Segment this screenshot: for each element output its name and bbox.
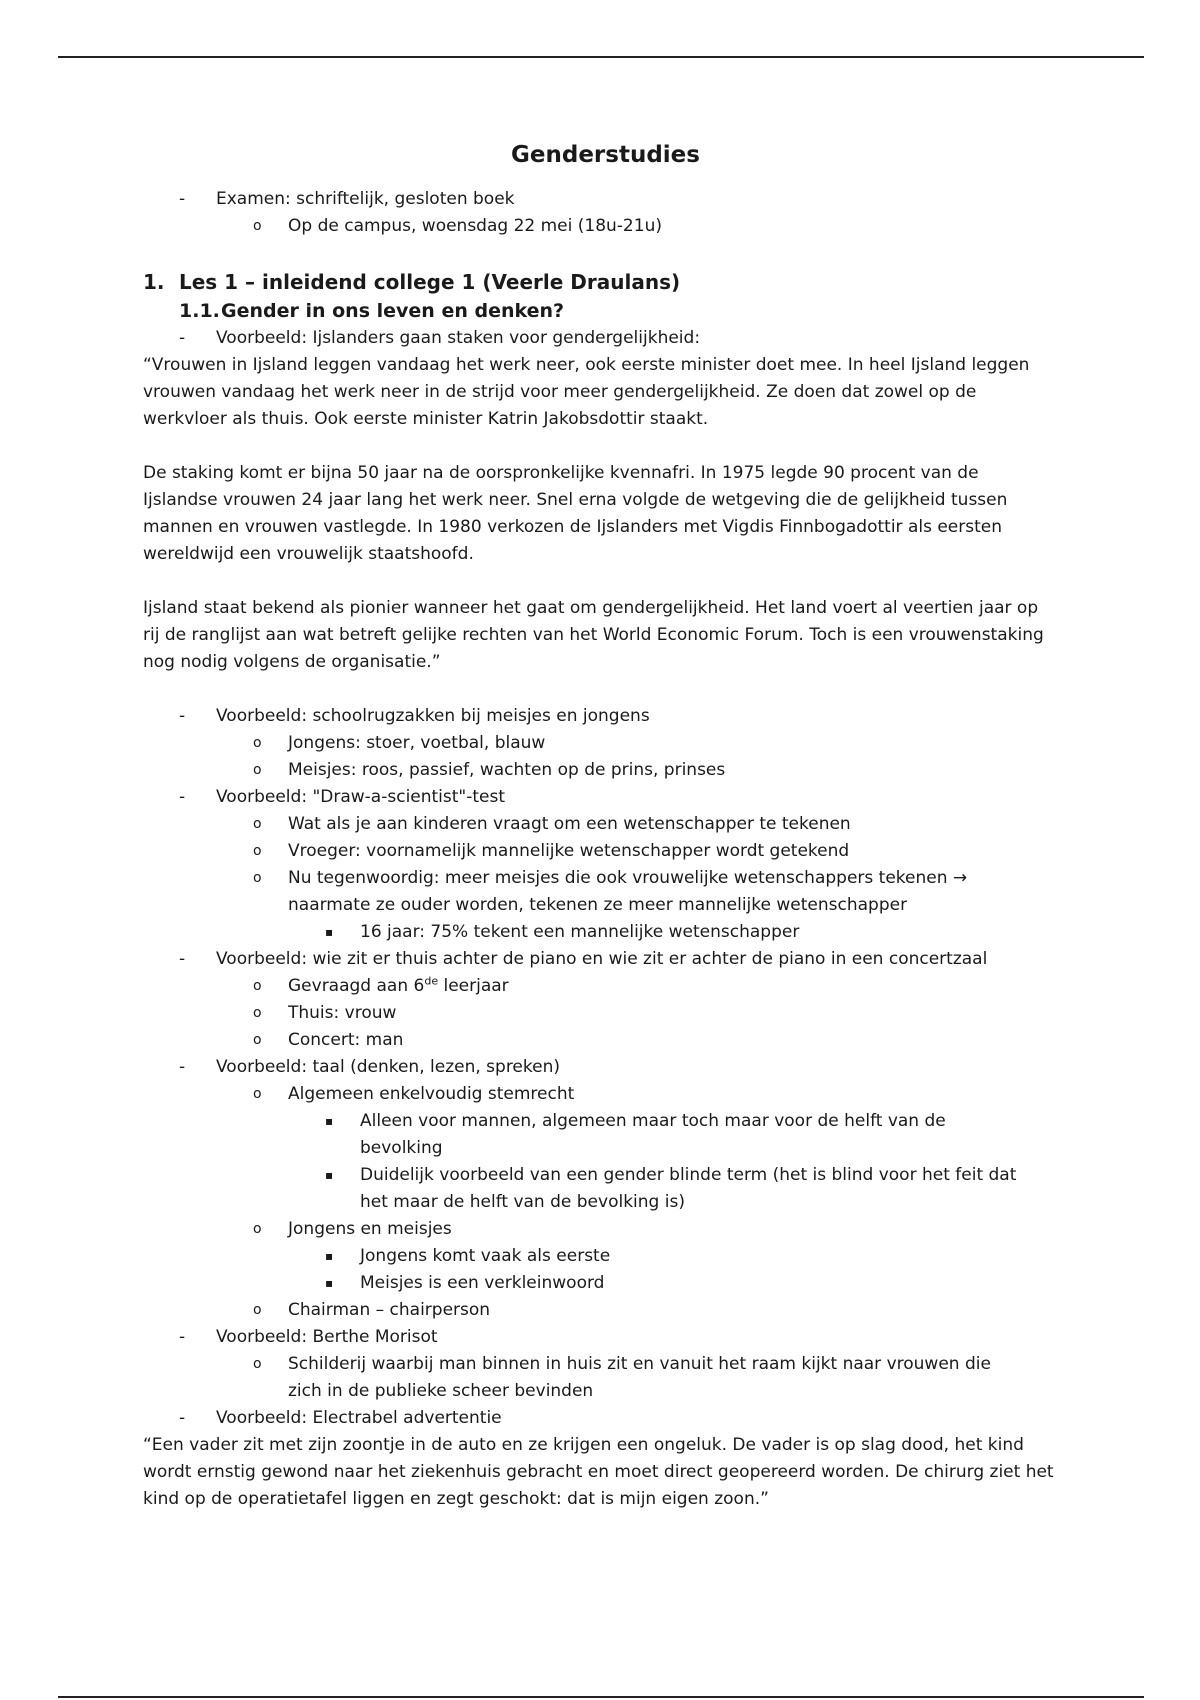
subsection-heading-1-1 xyxy=(143,297,1058,325)
list-item: o Jongens en meisjes xyxy=(143,1216,1058,1243)
asked-text: Gevraagd aan 6 xyxy=(288,976,425,996)
list-item xyxy=(143,973,1058,1000)
iceland-quote-paragraph-2: De staking komt er bijna 50 jaar na de oorspronkelijke kvennafri. In 1975 legde 90 procent van de Ijslandse vrouwen 24 jaar lang het werk neer. Snel erna volgde de wetgeving die de gelijkheid tussen mannen en vrouwen vastlegde. In 1980 verkozen de Ijslanders met Vigdis Finnbogadottir als eersten wereldwijd een vrouwelijk staatshoofd. xyxy=(143,463,1008,564)
subsection-number: 1.1. xyxy=(179,300,220,322)
list-item-continuation: zich in de publieke scheer bevinden xyxy=(288,1381,594,1401)
page-title: Genderstudies xyxy=(511,142,700,168)
section-title: Les 1 – inleidend college 1 (Veerle Draulans) xyxy=(179,270,681,294)
list-item: o Meisjes: roos, passief, wachten op de prins, prinses xyxy=(143,757,1058,784)
asked-superscript: de xyxy=(424,974,439,988)
list-subitem: ▪ Alleen voor mannen, algemeen maar toch maar voor de helft van de xyxy=(143,1108,1058,1135)
list-item: o Algemeen enkelvoudig stemrecht xyxy=(143,1081,1058,1108)
subsection-title: Gender in ons leven en denken? xyxy=(221,300,565,322)
asked-text-end: leerjaar xyxy=(438,976,509,996)
list-item: o Jongens: stoer, voetbal, blauw xyxy=(143,730,1058,757)
iceland-quote-paragraph-1: “Vrouwen in Ijsland leggen vandaag het werk neer, ook eerste minister doet mee. In heel Ijsland leggen vrouwen vandaag het werk neer in de strijd voor meer gendergelijkheid. Ze doen dat zowel op de werkvloer als thuis. Ook eerste minister Katrin Jakobsdottir staakt. xyxy=(143,355,1030,429)
scientist-example: - Voorbeeld: "Draw-a-scientist"-test xyxy=(143,784,1058,811)
list-item: o Chairman – chairperson xyxy=(143,1297,1058,1324)
list-item: o Nu tegenwoordig: meer meisjes die ook vrouwelijke wetenschappers tekenen → xyxy=(143,865,1058,892)
list-subitem: ▪ 16 jaar: 75% tekent een mannelijke wetenschapper xyxy=(143,919,1058,946)
iceland-quote-paragraph-3: Ijsland staat bekend als pionier wanneer het gaat om gendergelijkheid. Het land voert al veertien jaar op rij de ranglijst aan wat betreft gelijke rechten van het World Economic Forum. Toch is een vrouwenstaking nog nodig volgens de organisatie.” xyxy=(143,598,1044,672)
header-rule xyxy=(58,56,1144,58)
backpack-example: - Voorbeeld: schoolrugzakken bij meisjes en jongens xyxy=(143,703,1058,730)
electrabel-example: - Voorbeeld: Electrabel advertentie xyxy=(143,1405,1058,1432)
list-item: o Wat als je aan kinderen vraagt om een wetenschapper te tekenen xyxy=(143,811,1058,838)
iceland-example: - Voorbeeld: Ijslanders gaan staken voor gendergelijkheid: xyxy=(143,325,1058,352)
document-body xyxy=(143,142,1058,1513)
list-item: o Thuis: vrouw xyxy=(143,1000,1058,1027)
section-number: 1. xyxy=(143,270,165,294)
list-subitem-continuation: bevolking xyxy=(360,1138,443,1158)
list-subitem-continuation: het maar de helft van de bevolking is) xyxy=(360,1192,685,1212)
list-item-continuation: naarmate ze ouder worden, tekenen ze meer mannelijke wetenschapper xyxy=(288,895,908,915)
list-subitem: ▪ Duidelijk voorbeeld van een gender blinde term (het is blind voor het feit dat xyxy=(143,1162,1058,1189)
list-subitem: ▪ Meisjes is een verkleinwoord xyxy=(143,1270,1058,1297)
piano-example: - Voorbeeld: wie zit er thuis achter de piano en wie zit er achter de piano in een concertzaal xyxy=(143,946,1058,973)
section-heading-1 xyxy=(143,268,1058,297)
exam-location: o Op de campus, woensdag 22 mei (18u-21u) xyxy=(143,213,1058,240)
list-item: o Schilderij waarbij man binnen in huis zit en vanuit het raam kijkt naar vrouwen die xyxy=(143,1351,1058,1378)
exam-info: - Examen: schriftelijk, gesloten boek xyxy=(143,186,1058,213)
footer-rule xyxy=(58,1696,1144,1698)
language-example: - Voorbeeld: taal (denken, lezen, spreken) xyxy=(143,1054,1058,1081)
list-item: o Vroeger: voornamelijk mannelijke wetenschapper wordt getekend xyxy=(143,838,1058,865)
list-subitem: ▪ Jongens komt vaak als eerste xyxy=(143,1243,1058,1270)
electrabel-quote: “Een vader zit met zijn zoontje in de auto en ze krijgen een ongeluk. De vader is op slag dood, het kind wordt ernstig gewond naar het ziekenhuis gebracht en moet direct geopereerd worden. De chirurg ziet het kind op de operatietafel liggen en zegt geschokt: dat is mijn eigen zoon.” xyxy=(143,1435,1054,1509)
morisot-example: - Voorbeeld: Berthe Morisot xyxy=(143,1324,1058,1351)
list-item: o Concert: man xyxy=(143,1027,1058,1054)
